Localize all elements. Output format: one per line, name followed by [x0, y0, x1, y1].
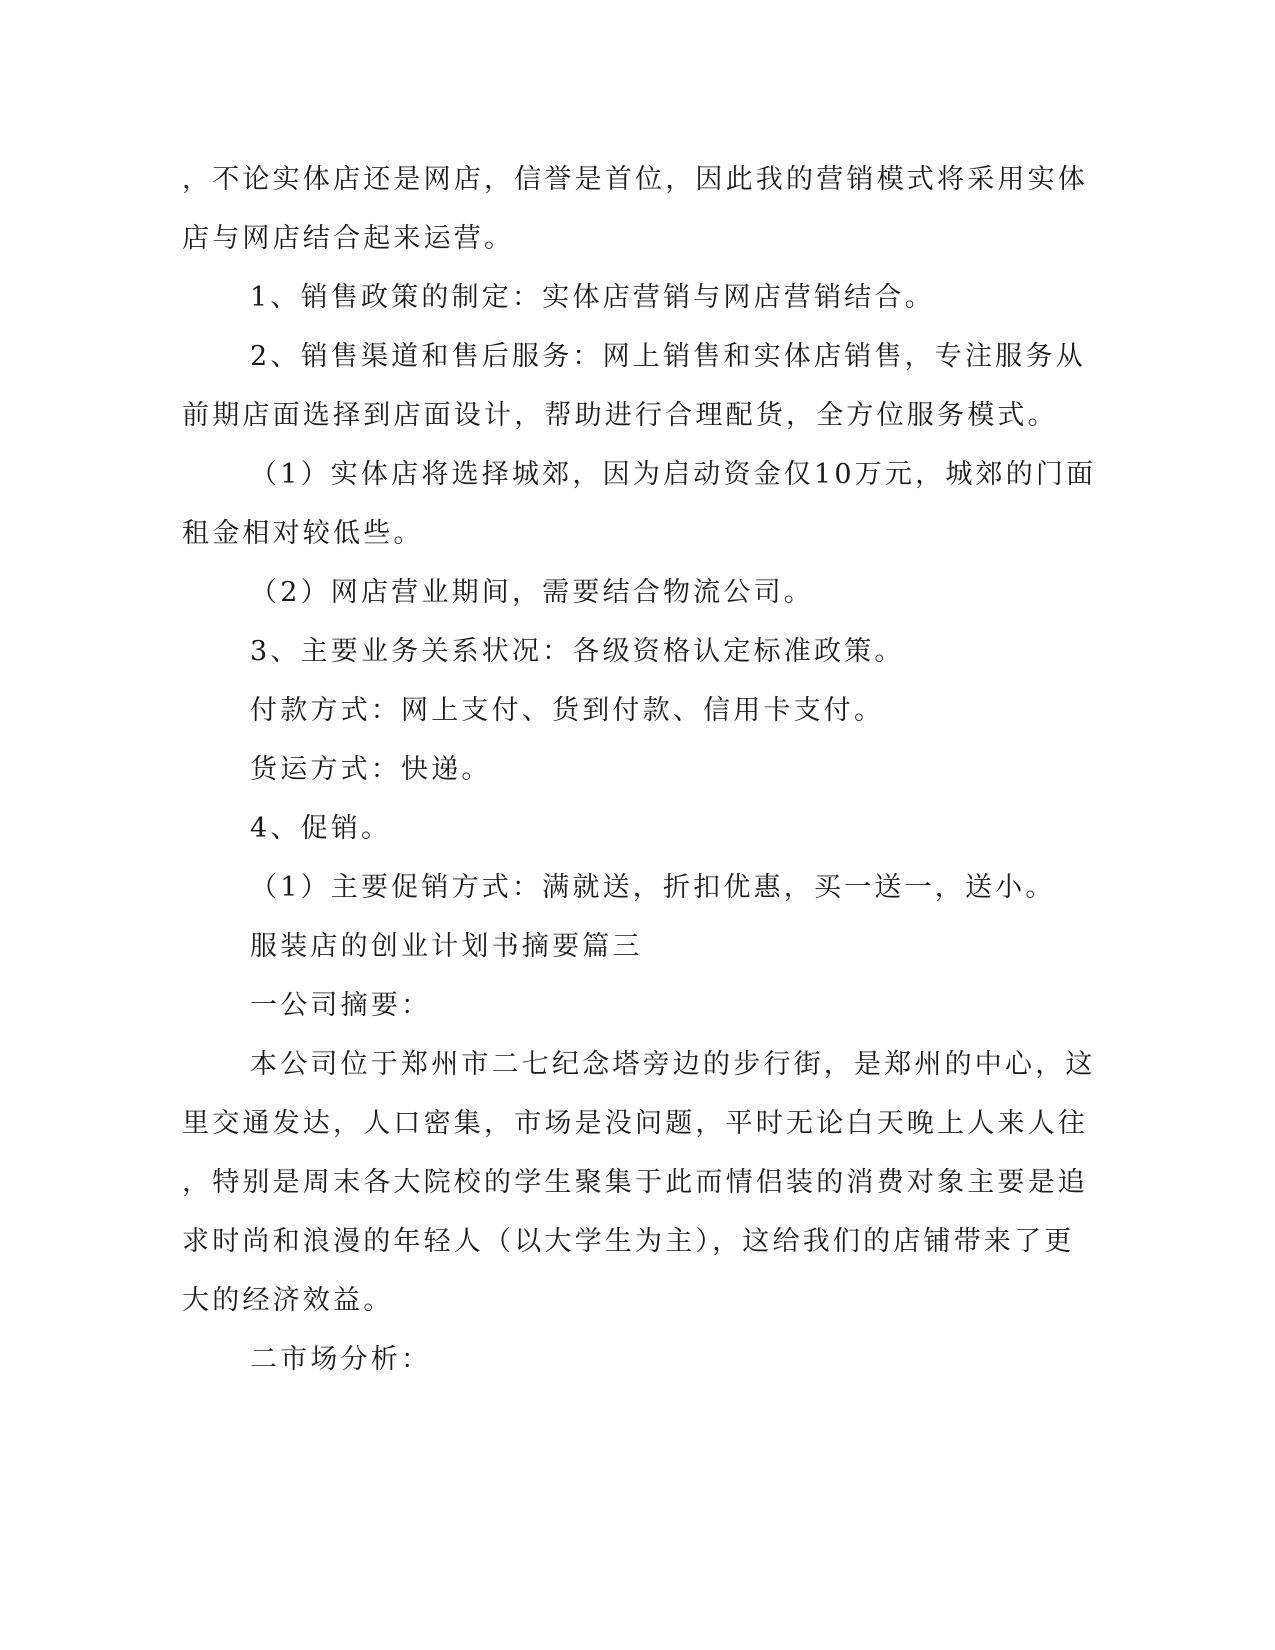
text-line: 4、促销。 [250, 813, 392, 844]
subsection-heading: 一公司摘要： [250, 990, 432, 1021]
text-line: ，特别是周末各大院校的学生聚集于此而情侣装的消费对象主要是追 [182, 1167, 1088, 1198]
text-line: （1）实体店将选择城郊，因为启动资金仅10万元，城郊的门面 [250, 459, 1097, 490]
section-heading: 服装店的创业计划书摘要篇三 [250, 931, 643, 962]
text-line: 3、主要业务关系状况：各级资格认定标准政策。 [250, 636, 905, 667]
text-line: 里交通发达，人口密集，市场是没问题，平时无论白天晚上人来人往 [182, 1108, 1088, 1139]
subsection-heading: 二市场分析： [250, 1344, 432, 1375]
text-line: （2）网店营业期间，需要结合物流公司。 [250, 577, 814, 608]
text-line: 店与网店结合起来运营。 [182, 223, 515, 254]
text-line: ，不论实体店还是网店，信誉是首位，因此我的营销模式将采用实体 [182, 164, 1088, 195]
text-line: 前期店面选择到店面设计，帮助进行合理配货，全方位服务模式。 [182, 400, 1058, 431]
text-line: 2、销售渠道和售后服务：网上销售和实体店销售，专注服务从 [250, 341, 1086, 372]
text-line: 本公司位于郑州市二七纪念塔旁边的步行街，是郑州的中心，这 [250, 1049, 1096, 1080]
text-line: 付款方式：网上支付、货到付款、信用卡支付。 [250, 695, 885, 726]
text-line: 1、销售政策的制定：实体店营销与网店营销结合。 [250, 282, 935, 313]
text-line: （1）主要促销方式：满就送，折扣优惠，买一送一，送小。 [250, 872, 1056, 903]
text-line: 求时尚和浪漫的年轻人（以大学生为主），这给我们的店铺带来了更 [182, 1226, 1075, 1257]
text-line: 大的经济效益。 [182, 1285, 394, 1316]
text-line: 租金相对较低些。 [182, 518, 424, 549]
text-line: 货运方式：快递。 [250, 754, 492, 785]
